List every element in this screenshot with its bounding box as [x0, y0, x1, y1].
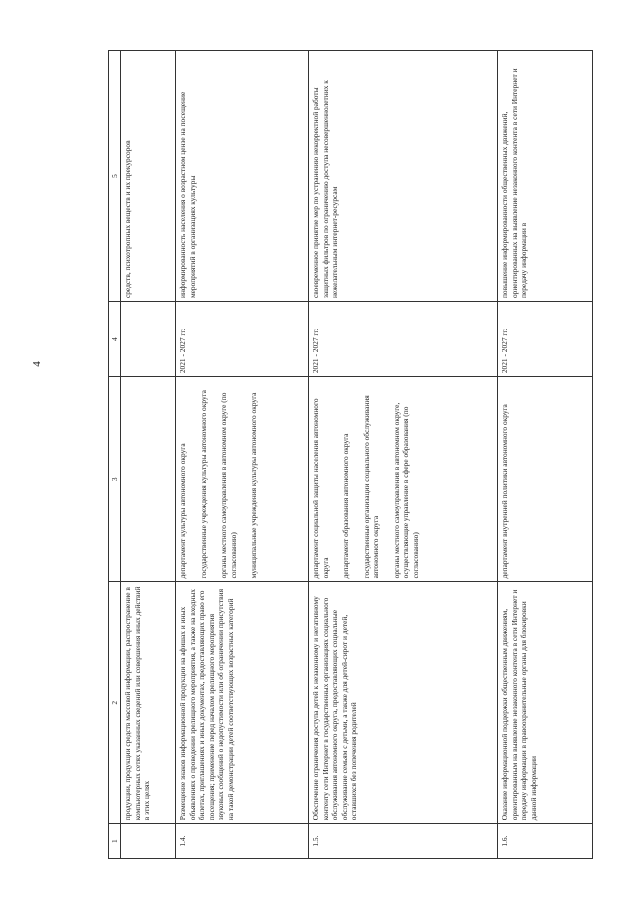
row-number: 1.4. [176, 824, 309, 859]
executor: государственные организации социального обслуживания автономного округа [361, 395, 381, 579]
table-row [498, 51, 593, 859]
table-row [121, 51, 176, 859]
measure-text: Размещение знаков информационной продукции на афишах и иных объявлениях о проведении зрелищного мероприятия, а также на входных билетах, приглашениях и иных документах, предоставляющих право его посещения; применение перед началом зрелищного мероприятия звуковых сообщений о недопустимости или об ограничении присутствия на такой демонстрации детей соответствующих возрастных категорий [176, 582, 309, 824]
result-text: повышение информированности общественных движений, ориентированных на выявление незаконного контента в сети Интернет и передачу информации в [498, 51, 593, 302]
executor: органы местного самоуправления в автономном округе, осуществляющие управление в сфере образования (по согласованию) [391, 402, 420, 579]
executor: департамент социальной защиты населения автономного округа [311, 398, 330, 579]
measure-text: Обеспечение ограничения доступа детей к незаконному и негативному контенту сети Интернет в государственных организациях социального обслуживания автономного округа, предоставляющих социальные обслуживание семьям с детьми, а также для детей-сирот и детей, оставшихся без попечения родителей [309, 582, 498, 824]
measure-text: Оказание информационной поддержки общественным движениям, ориентированным на выявление незаконного контента в сети Интернет и передачу информации в правоохранительные органы для блокировки данной информации [498, 582, 593, 824]
column-header: 4 [109, 302, 121, 377]
measure-text: продукции, продукции средств массовой информации, распространение в компьютерных сетях указанных сведений или совершения иных действий в этих целях [121, 582, 176, 824]
executor: департамент внутренней политики автономного округа [500, 404, 510, 579]
column-header: 2 [109, 582, 121, 824]
table-row [176, 51, 309, 859]
executor: департамент культуры автономного округа [178, 443, 188, 579]
result-text: своевременное принятие мер по устранению некорректной работы защитных фильтров по ограничению доступа несовершеннолетних к нежелательным интернет-ресурсам [309, 51, 498, 302]
row-number: 1.6. [498, 824, 593, 859]
executors-cell [498, 377, 593, 582]
executor: муниципальные учреждения культуры автономного округа [249, 392, 259, 579]
rotated-page [108, 50, 538, 859]
row-number: 1.5. [309, 824, 498, 859]
measures-table [108, 50, 593, 859]
period-cell: 2021 - 2027 гг. [309, 302, 498, 377]
table-header-row [109, 51, 121, 859]
executors-cell [309, 377, 498, 582]
table-row [309, 51, 498, 859]
executor: органы местного самоуправления в автономном округе (по согласованию) [219, 392, 238, 579]
page-number: 4 [31, 361, 43, 367]
period-cell: 2021 - 2027 гг. [498, 302, 593, 377]
executor: государственные учреждения культуры автономного округа [198, 390, 208, 579]
executors-cell [176, 377, 309, 582]
row-number [121, 824, 176, 859]
result-text: информированность населения о возрастном цензе на посещение мероприятий в организациях культуры [176, 51, 309, 302]
column-header: 3 [109, 377, 121, 582]
period-cell: 2021 - 2027 гг. [176, 302, 309, 377]
executor: департамент образования автономного округа [341, 433, 351, 579]
column-header: 5 [109, 51, 121, 302]
period-cell [121, 302, 176, 377]
executors-cell [121, 377, 176, 582]
result-text: средств, психотропных веществ и их прекурсоров [121, 51, 176, 302]
column-header: 1 [109, 824, 121, 859]
